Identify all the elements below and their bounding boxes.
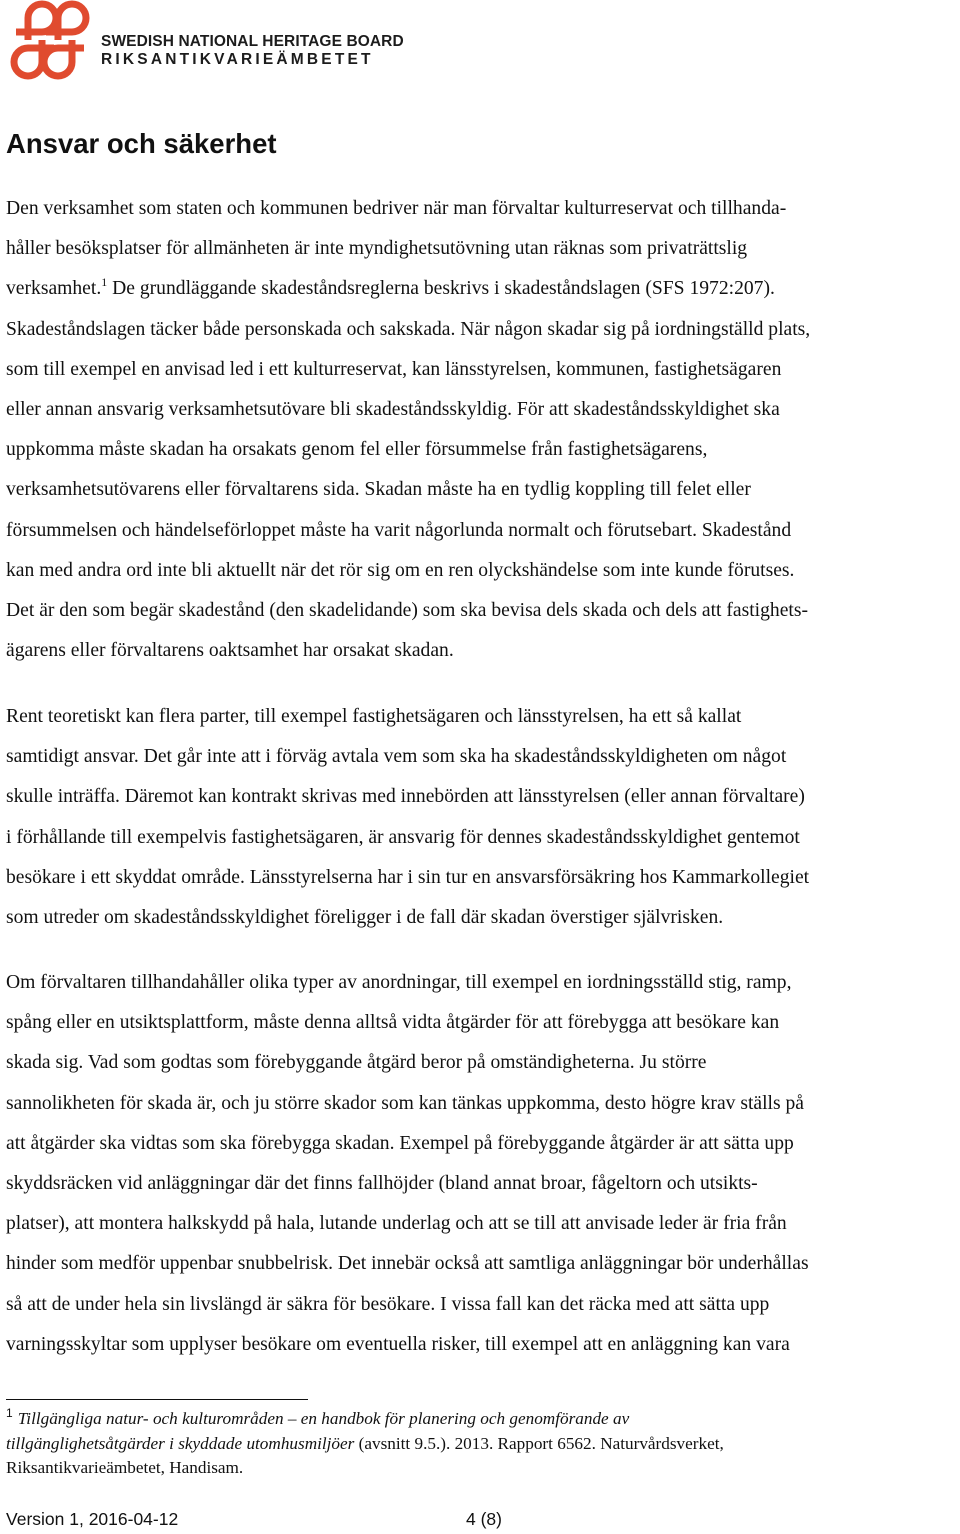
text-line: Om förvaltaren tillhandahåller olika typer av anordningar, till exempel en iordningsställd stig, ramp,: [6, 972, 792, 993]
text-line: så att de under hela sin livslängd är säkra för besökare. I vissa fall kan det räcka med att sätta upp: [6, 1293, 770, 1315]
footnote-number: 1: [6, 1406, 13, 1420]
text-line: uppkomma måste skadan ha orsakats genom fel eller försummelse från fastighetsägarens,: [6, 439, 708, 461]
footnote-reference[interactable]: 1: [101, 275, 108, 290]
footnote-title-part-2: tillgänglighetsåtgärder i skyddade utomhusmiljöer: [6, 1433, 355, 1453]
paragraph-2: [6, 697, 960, 938]
text-line: verksamhetsutövarens eller förvaltarens sida. Skadan måste ha en tydlig koppling till felet eller: [6, 479, 751, 501]
text-line: kan med andra ord inte bli aktuellt när det rör sig om en ren olyckshändelse som inte kunde förutses.: [6, 559, 795, 581]
paragraph-3: [6, 963, 960, 1365]
footnote-divider: [6, 1399, 308, 1400]
text-line: eller annan ansvarig verksamhetsutövare bli skadeståndsskyldig. För att skadeståndsskyldighet ska: [6, 398, 780, 420]
text-line: Skadeståndslagen täcker både personskada och sakskada. När någon skadar sig på iordningställd plats,: [6, 318, 811, 340]
footnote-line-2: [6, 1432, 956, 1457]
org-name-sv: RIKSANTIKVARIEÄMBETET: [101, 51, 374, 68]
text-line: i förhållande till exempelvis fastighetsägaren, är ansvarig för dennes skadeståndsskyldighet gentemot: [6, 826, 800, 848]
page-title: Ansvar och säkerhet: [6, 128, 277, 159]
text-line: skyddsräcken vid anläggningar där det finns fallhöjder (bland annat broar, fågeltorn och utsikts-: [6, 1172, 758, 1194]
text-line: [6, 269, 960, 309]
text-line: Rent teoretiskt kan flera parter, till exempel fastighetsägaren och länsstyrelsen, ha ett så kallat: [6, 706, 742, 727]
footnote-line-3: Riksantikvarieämbetet, Handisam.: [6, 1458, 244, 1478]
text-line: samtidigt ansvar. Det går inte att i förväg avtala vem som ska ha skadeståndsskyldigheten om något: [6, 746, 787, 768]
footer-page-number: 4 (8): [466, 1509, 502, 1529]
org-name-en: SWEDISH NATIONAL HERITAGE BOARD: [101, 33, 404, 50]
header-logo: [6, 0, 404, 80]
footnote: [6, 1407, 956, 1481]
text-segment: De grundläggande skadeståndsreglerna beskrivs i skadeståndslagen (SFS 1972:207).: [107, 278, 775, 300]
footnote-line-1: [6, 1407, 956, 1432]
text-line: skada sig. Vad som godtas som förebyggande åtgärd beror på omständigheterna. Ju större: [6, 1052, 707, 1074]
text-segment: verksamhet.: [6, 278, 102, 300]
text-line: Det är den som begär skadestånd (den skadelidande) som ska bevisa dels skada och dels att fastighets-: [6, 599, 809, 621]
text-line: ägarens eller förvaltarens oaktsamhet har orsakat skadan.: [6, 640, 454, 662]
text-line: håller besöksplatser för allmänheten är inte myndighetsutövning utan räknas som privaträttslig: [6, 238, 748, 260]
text-line: platser), att montera halkskydd på hala, lutande underlag och att se till att anvisade leder är fria från: [6, 1213, 787, 1235]
footnote-citation: (avsnitt 9.5.). 2013. Rapport 6562. Naturvårdsverket,: [354, 1433, 724, 1453]
raa-logo-icon: [6, 0, 96, 80]
text-line: hinder som medför uppenbar snubbelrisk. Det innebär också att samtliga anläggningar bör underhållas: [6, 1253, 809, 1275]
text-line: Den verksamhet som staten och kommunen bedriver när man förvaltar kulturreservat och tillhanda-: [6, 198, 787, 219]
paragraph-1: [6, 189, 960, 671]
text-line: varningsskyltar som upplyser besökare om eventuella risker, till exempel att en anläggning kan vara: [6, 1333, 790, 1355]
text-line: besökare i ett skyddat område. Länsstyrelserna har i sin tur en ansvarsförsäkring hos Kammarkollegiet: [6, 866, 810, 888]
text-line: att åtgärder ska vidtas som ska förebygga skadan. Exempel på förebyggande åtgärder är att sätta upp: [6, 1132, 794, 1154]
footnote-title-part-1: Tillgängliga natur- och kulturområden – en handbok för planering och genomförande av: [17, 1409, 630, 1428]
text-line: försummelsen och händelseförloppet måste ha varit någorlunda normalt och förutsebart. Skadestånd: [6, 519, 792, 541]
text-line: skulle inträffa. Däremot kan kontrakt skrivas med innebörden att länsstyrelsen (eller annan förvaltare): [6, 786, 805, 808]
text-line: som utreder om skadeståndsskyldighet föreligger i de fall där skadan överstiger självrisken.: [6, 906, 724, 928]
footer-version: Version 1, 2016-04-12: [6, 1509, 179, 1529]
text-line: som till exempel en anvisad led i ett kulturreservat, kan länsstyrelsen, kommunen, fastighetsägaren: [6, 358, 782, 380]
text-line: spång eller en utsiktsplattform, måste denna alltså vidta åtgärder för att förebygga att besökare kan: [6, 1012, 780, 1034]
text-line: sannolikheten för skada är, och ju större skador som kan tänkas uppkomma, desto högre krav ställs på: [6, 1092, 805, 1114]
